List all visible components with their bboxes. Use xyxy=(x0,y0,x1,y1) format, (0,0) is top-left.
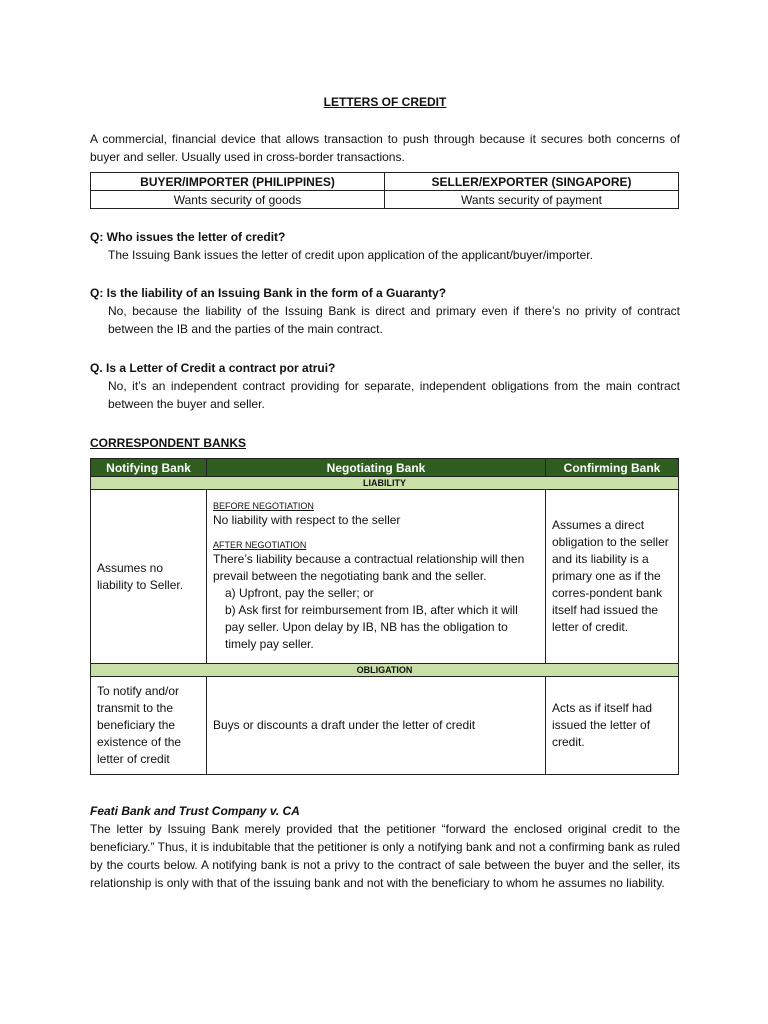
page-title: LETTERS OF CREDIT xyxy=(323,95,447,109)
after-negotiation-text: There’s liability because a contractual relationship will then prevail between the negotiating bank and the seller. xyxy=(213,552,525,583)
obligation-band: OBLIGATION xyxy=(91,664,679,677)
negotiating-bank-header: Negotiating Bank xyxy=(207,459,546,477)
qa-block-2 xyxy=(90,284,680,338)
negotiating-liability xyxy=(207,490,546,664)
confirming-obligation: Acts as if itself had issued the letter of credit. xyxy=(546,677,679,775)
confirming-liability: Assumes a direct obligation to the seller and its liability is a primary one as if the corres-pondent bank itself had issued the letter of credit. xyxy=(546,490,679,664)
qa-block-1 xyxy=(90,228,680,264)
notifying-bank-header: Notifying Bank xyxy=(91,459,207,477)
buyer-header: BUYER/IMPORTER (PHILIPPINES) xyxy=(91,173,385,191)
liability-band: LIABILITY xyxy=(91,477,679,490)
case-body: The letter by Issuing Bank merely provided that the petitioner “forward the enclosed original credit to the beneficiary.” Thus, it is indubitable that the petitioner is only a notifying bank and not a confirming bank as ruled by the courts below. A notifying bank is not a privy to the contract of sale between the buyer and the seller, its relationship is only with that of the issuing bank and not with the beneficiary to whom he assumes no liability. xyxy=(90,822,680,890)
section-title: CORRESPONDENT BANKS xyxy=(90,436,247,450)
seller-cell: Wants security of payment xyxy=(385,191,679,209)
seller-header: SELLER/EXPORTER (SINGAPORE) xyxy=(385,173,679,191)
buyer-cell: Wants security of goods xyxy=(91,191,385,209)
option-b: b) Ask first for reimbursement from IB, after which it will pay seller. Upon delay by IB, NB has the obligation to timely pay seller. xyxy=(225,603,518,651)
parties-table xyxy=(90,172,679,209)
negotiating-obligation: Buys or discounts a draft under the letter of credit xyxy=(207,677,546,775)
correspondent-banks-table xyxy=(90,458,679,775)
after-negotiation-label: AFTER NEGOTIATION xyxy=(213,540,307,550)
question: Q. Is a Letter of Credit a contract por atrui? xyxy=(90,361,336,375)
answer: No, it’s an independent contract providing for separate, independent obligations from the main contract between the buyer and seller. xyxy=(108,379,680,411)
before-negotiation-label: BEFORE NEGOTIATION xyxy=(213,501,314,511)
option-a: a) Upfront, pay the seller; or xyxy=(225,586,374,600)
case-title: Feati Bank and Trust Company v. CA xyxy=(90,804,300,818)
intro-paragraph: A commercial, financial device that allows transaction to push through because it secures both concerns of buyer and seller. Usually used in cross-border transactions. xyxy=(90,132,680,164)
question: Q: Is the liability of an Issuing Bank in the form of a Guaranty? xyxy=(90,286,447,300)
before-negotiation-text: No liability with respect to the seller xyxy=(213,513,401,527)
answer: The Issuing Bank issues the letter of credit upon application of the applicant/buyer/importer. xyxy=(108,248,593,262)
notifying-obligation: To notify and/or transmit to the beneficiary the existence of the letter of credit xyxy=(91,677,207,775)
answer: No, because the liability of the Issuing Bank is direct and primary even if there’s no privity of contract between the IB and the parties of the main contract. xyxy=(108,304,680,336)
qa-block-3 xyxy=(90,359,680,413)
confirming-bank-header: Confirming Bank xyxy=(546,459,679,477)
notifying-liability: Assumes no liability to Seller. xyxy=(91,490,207,664)
question: Q: Who issues the letter of credit? xyxy=(90,230,286,244)
